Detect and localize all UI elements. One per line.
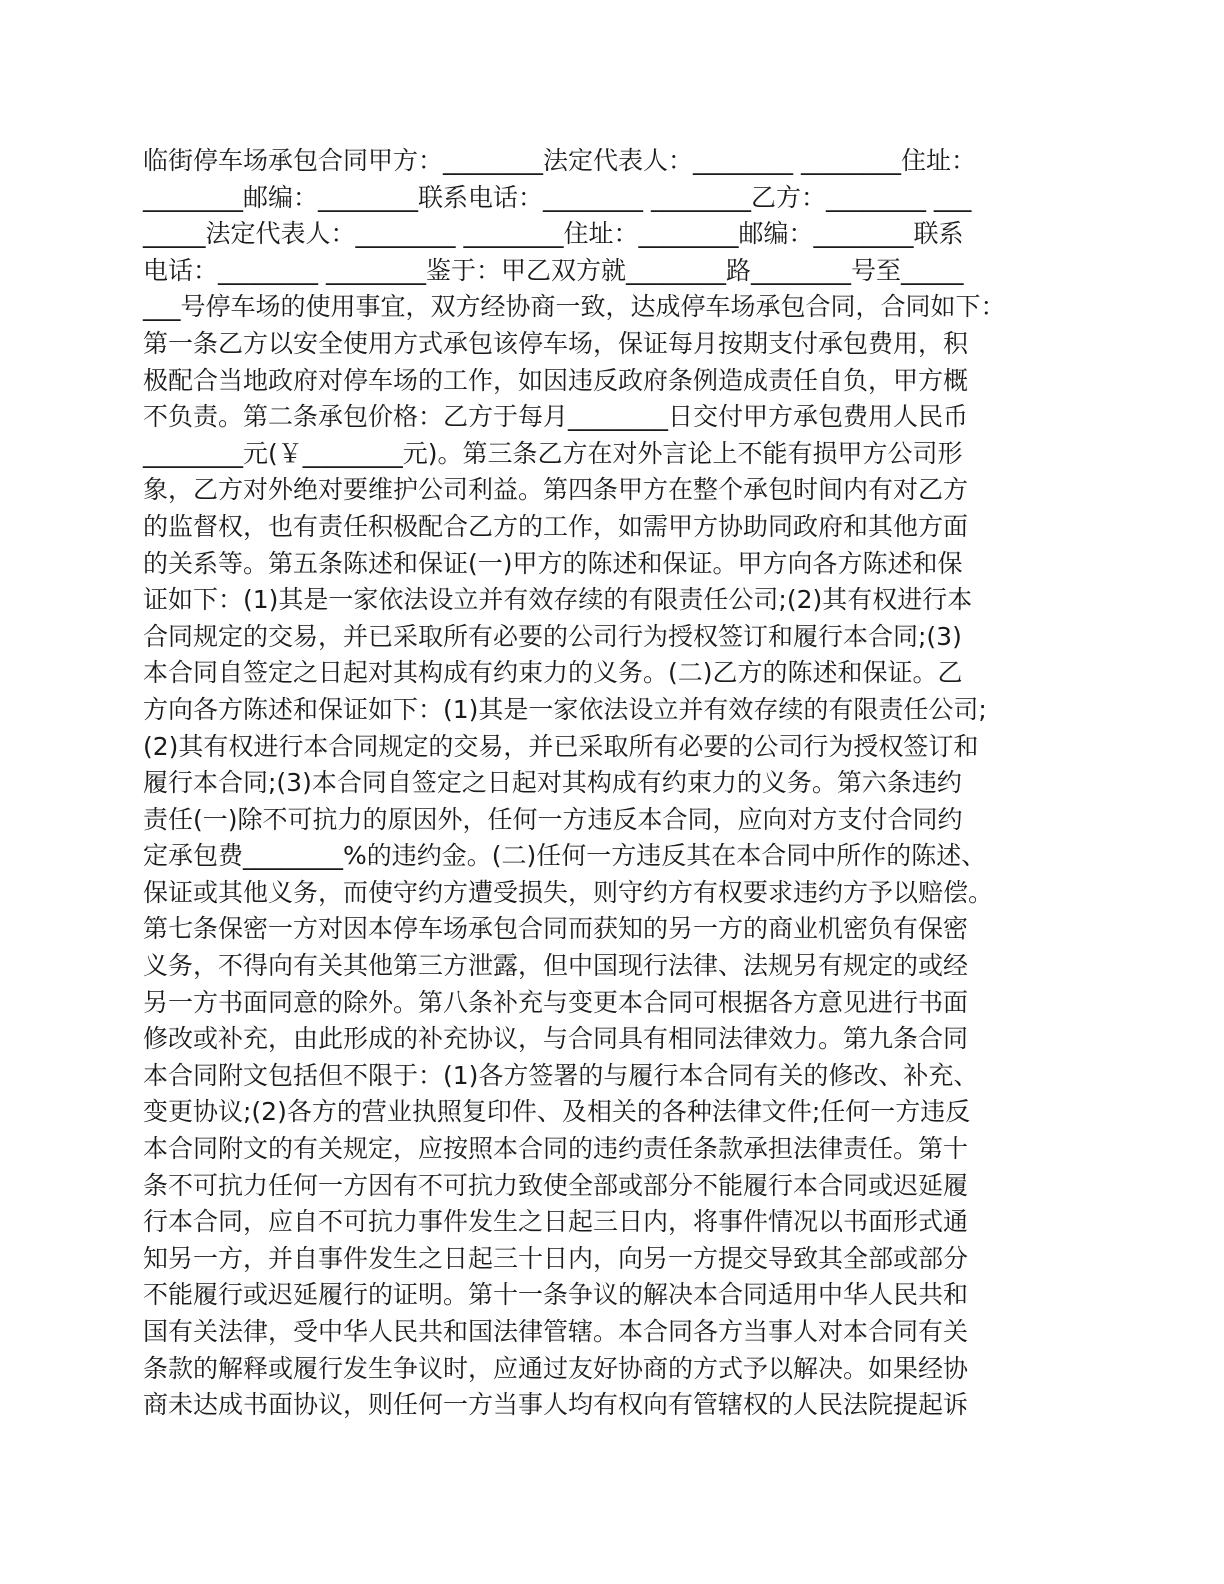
- text-line: 修改或补充，由此形成的补充协议，与合同具有相同法律效力。第九条合同: [143, 1024, 969, 1054]
- text-line: 合同规定的交易，并已采取所有必要的公司行为授权签订和履行本合同;(3): [143, 621, 962, 651]
- contract-body-text: [143, 143, 1093, 1424]
- text-line: 极配合当地政府对停车场的工作，如因违反政府条例造成责任自负，甲方概: [143, 365, 969, 395]
- text-line: ________邮编：________联系电话：________ ________乙方：________ ___: [143, 182, 972, 212]
- text-line: 履行本合同;(3)本合同自签定之日起对其构成有约束力的义务。第六条违约: [143, 768, 962, 798]
- text-line: 定承包费________%的违约金。(二)任何一方违反其在本合同中所作的陈述、: [143, 841, 987, 871]
- text-line: 变更协议;(2)各方的营业执照复印件、及相关的各种法律文件;任何一方违反: [143, 1097, 971, 1127]
- text-line: 义务，不得向有关其他第三方泄露，但中国现行法律、法规另有规定的或经: [143, 951, 969, 981]
- text-line: 第一条乙方以安全使用方式承包该停车场，保证每月按期支付承包费用，积: [143, 328, 969, 358]
- text-line: 不负责。第二条承包价格：乙方于每月________日交付甲方承包费用人民币: [143, 402, 969, 432]
- text-line: ________元(￥________元)。第三条乙方在对外言论上不能有损甲方公司形: [143, 438, 963, 468]
- text-line: 方向各方陈述和保证如下：(1)其是一家依法设立并有效存续的有限责任公司;: [143, 694, 987, 724]
- text-line: 象，乙方对外绝对要维护公司利益。第四条甲方在整个承包时间内有对乙方: [143, 475, 969, 505]
- text-line: 本合同自签定之日起对其构成有约束力的义务。(二)乙方的陈述和保证。乙: [143, 658, 963, 688]
- text-line: 另一方书面同意的除外。第八条补充与变更本合同可根据各方意见进行书面: [143, 987, 969, 1017]
- text-line: 临街停车场承包合同甲方：________法定代表人：________ ________住址：: [143, 146, 976, 175]
- text-line: 的监督权，也有责任积极配合乙方的工作，如需甲方协助同政府和其他方面: [143, 511, 969, 541]
- text-line: 国有关法律，受中华人民共和国法律管辖。本合同各方当事人对本合同有关: [143, 1317, 969, 1346]
- text-line: 保证或其他义务，而使守约方遭受损失，则守约方有权要求违约方予以赔偿。: [143, 877, 994, 907]
- text-line: 本合同附文包括但不限于：(1)各方签署的与履行本合同有关的修改、补充、: [143, 1060, 979, 1090]
- text-line: 商未达成书面协议，则任何一方当事人均有权向有管辖权的人民法院提起诉: [143, 1390, 969, 1420]
- text-line: 条款的解释或履行发生争议时，应通过友好协商的方式予以解决。如果经协: [143, 1353, 969, 1383]
- text-line: 本合同附文的有关规定，应按照本合同的违约责任条款承担法律责任。第十: [143, 1134, 969, 1164]
- text-line: 知另一方，并自事件发生之日起三十日内，向另一方提交导致其全部或部分: [143, 1243, 969, 1273]
- text-line: 的关系等。第五条陈述和保证(一)甲方的陈述和保证。甲方向各方陈述和保: [143, 548, 963, 578]
- text-line: 条不可抗力任何一方因有不可抗力致使全部或部分不能履行本合同或迟延履: [143, 1170, 969, 1200]
- text-line: 第七条保密一方对因本停车场承包合同而获知的另一方的商业机密负有保密: [143, 914, 969, 944]
- text-line: ___号停车场的使用事宜，双方经协商一致，达成停车场承包合同，合同如下：: [143, 292, 1006, 322]
- text-line: (2)其有权进行本合同规定的交易，并已采取所有必要的公司行为授权签订和: [143, 731, 979, 761]
- text-line: 电话：________ ________鉴于：甲乙双方就________路________号至_____: [143, 255, 964, 285]
- text-line: _____法定代表人：________ ________住址：________邮编：________联系: [143, 219, 964, 249]
- text-line: 不能履行或迟延履行的证明。第十一条争议的解决本合同适用中华人民共和: [143, 1280, 969, 1310]
- text-line: 责任(一)除不可抗力的原因外，任何一方违反本合同，应向对方支付合同约: [143, 804, 963, 834]
- text-line: 证如下：(1)其是一家依法设立并有效存续的有限责任公司;(2)其有权进行本: [143, 585, 973, 615]
- text-line: 行本合同，应自不可抗力事件发生之日起三日内，将事件情况以书面形式通: [143, 1207, 969, 1237]
